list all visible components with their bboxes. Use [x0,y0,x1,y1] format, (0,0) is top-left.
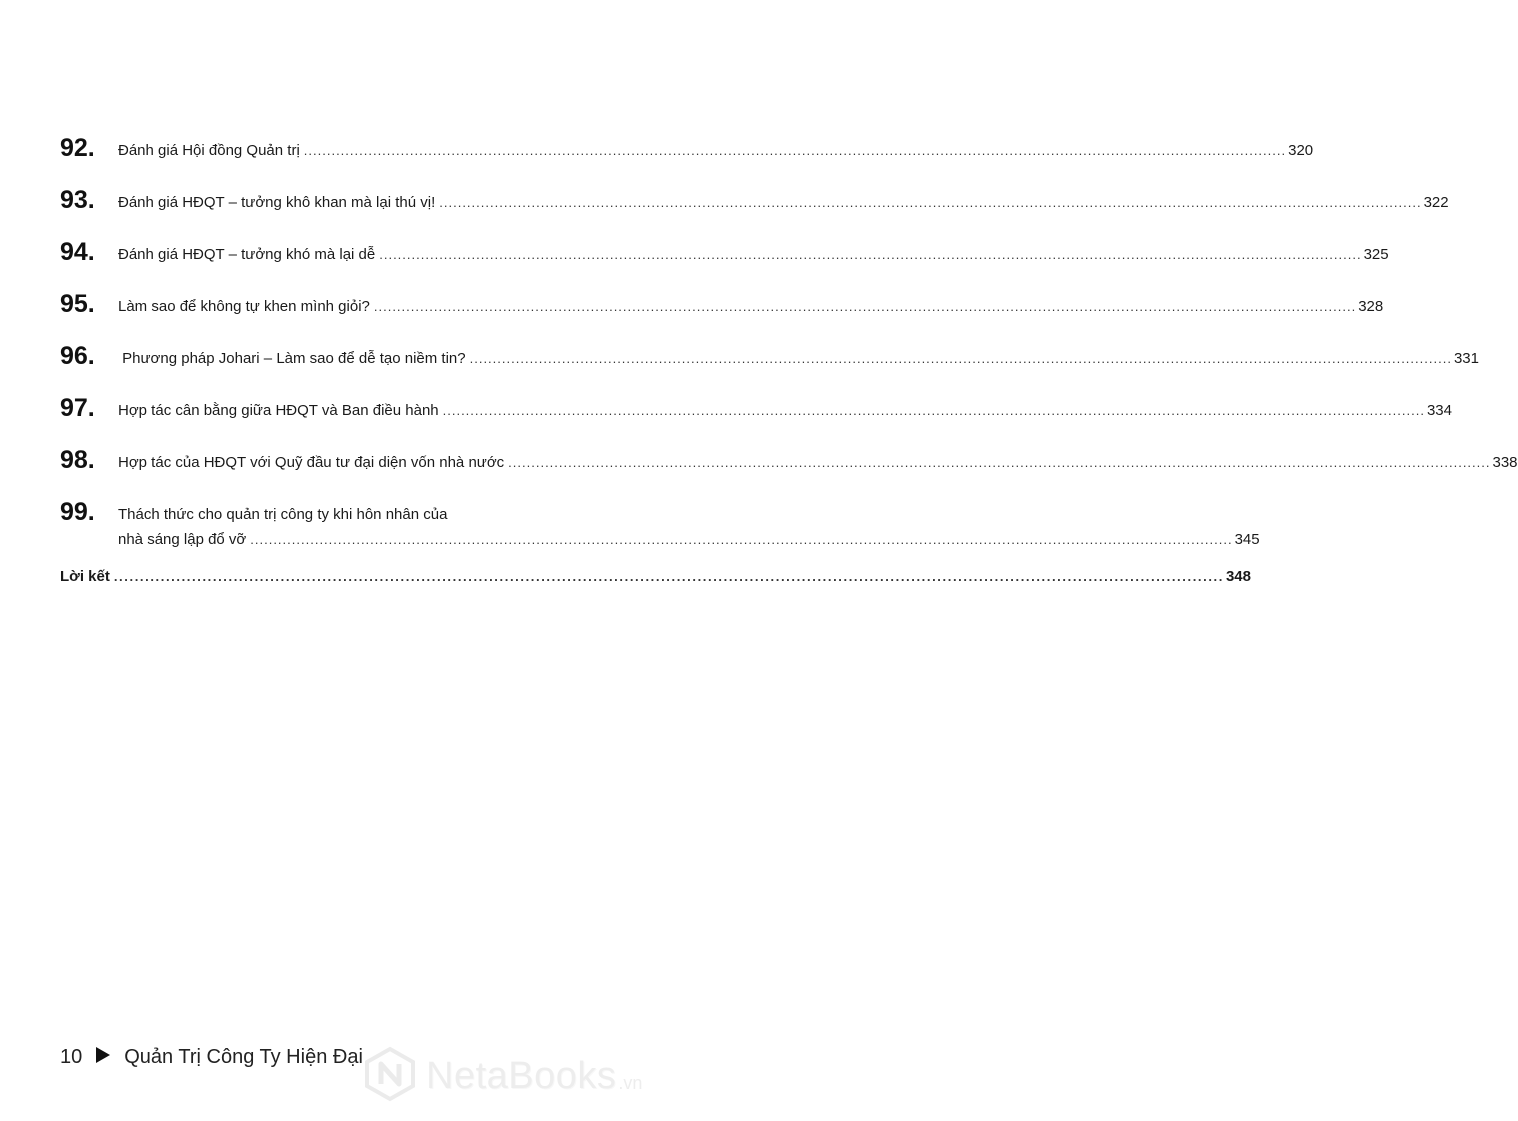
chapter-title: Hợp tác cân bằng giữa HĐQT và Ban điều hành [118,402,439,419]
dot-leader [304,138,1286,163]
page-footer [60,1042,363,1072]
chapter-title-line-2: nhà sáng lập đổ vỡ [118,531,247,548]
chapter-number: 98. [60,446,95,474]
watermark-brand: NetaBooks [426,1054,617,1097]
netabooks-watermark [362,1046,692,1106]
dot-leader [508,450,1490,475]
chapter-title: Phương pháp Johari – Làm sao để dễ tạo niềm tin? [118,350,466,367]
chapter-title: Làm sao để không tự khen mình giỏi? [118,298,370,315]
chapter-title: Đánh giá Hội đồng Quản trị [118,142,300,159]
toc-entry[interactable] [60,392,1452,424]
footer-book-title: Quản Trị Công Ty Hiện Đại [124,1045,363,1068]
netabooks-logo-icon [362,1046,418,1107]
chapter-number: 96. [60,342,95,370]
chapter-title: Đánh giá HĐQT – tưởng khô khan mà lại thú vị! [118,194,436,211]
dot-leader [114,569,1224,584]
dot-leader [470,346,1452,371]
toc-conclusion-entry[interactable] [60,568,1251,585]
play-triangle-icon [96,1046,110,1069]
chapter-number: 92. [60,134,95,162]
page-number: 322 [1423,194,1449,211]
chapter-title: Hợp tác của HĐQT với Quỹ đầu tư đại diện vốn nhà nước [118,454,505,471]
page-number: 345 [1234,531,1260,548]
chapter-number: 95. [60,290,95,318]
dot-leader [443,398,1425,423]
toc-entry[interactable] [60,288,1384,320]
page-number: 320 [1288,142,1314,159]
chapter-number: 97. [60,394,95,422]
conclusion-title: Lời kết [60,568,110,585]
toc-entry[interactable] [60,496,1260,552]
chapter-title: Đánh giá HĐQT – tưởng khó mà lại dễ [118,246,376,263]
dot-leader [374,294,1356,319]
toc-entry[interactable] [60,444,1518,476]
toc-entry[interactable] [60,132,1314,164]
page-number: 325 [1363,246,1389,263]
page-number: 328 [1358,298,1384,315]
page-number: 331 [1453,350,1479,367]
dot-leader [250,527,1232,552]
toc-entry[interactable] [60,236,1389,268]
page-number: 348 [1225,568,1251,585]
toc-entry[interactable] [60,184,1449,216]
table-of-contents [60,132,1518,572]
page-number: 334 [1426,402,1452,419]
chapter-number: 99. [60,498,95,526]
chapter-number: 93. [60,186,95,214]
watermark-tld: .vn [618,1072,643,1093]
dot-leader [439,190,1421,215]
chapter-title-line-1: Thách thức cho quản trị công ty khi hôn nhân của [118,506,448,523]
chapter-number: 94. [60,238,95,266]
footer-page-number: 10 [60,1045,83,1068]
page-number: 338 [1492,454,1518,471]
toc-entry[interactable] [60,340,1479,372]
dot-leader [379,242,1361,267]
